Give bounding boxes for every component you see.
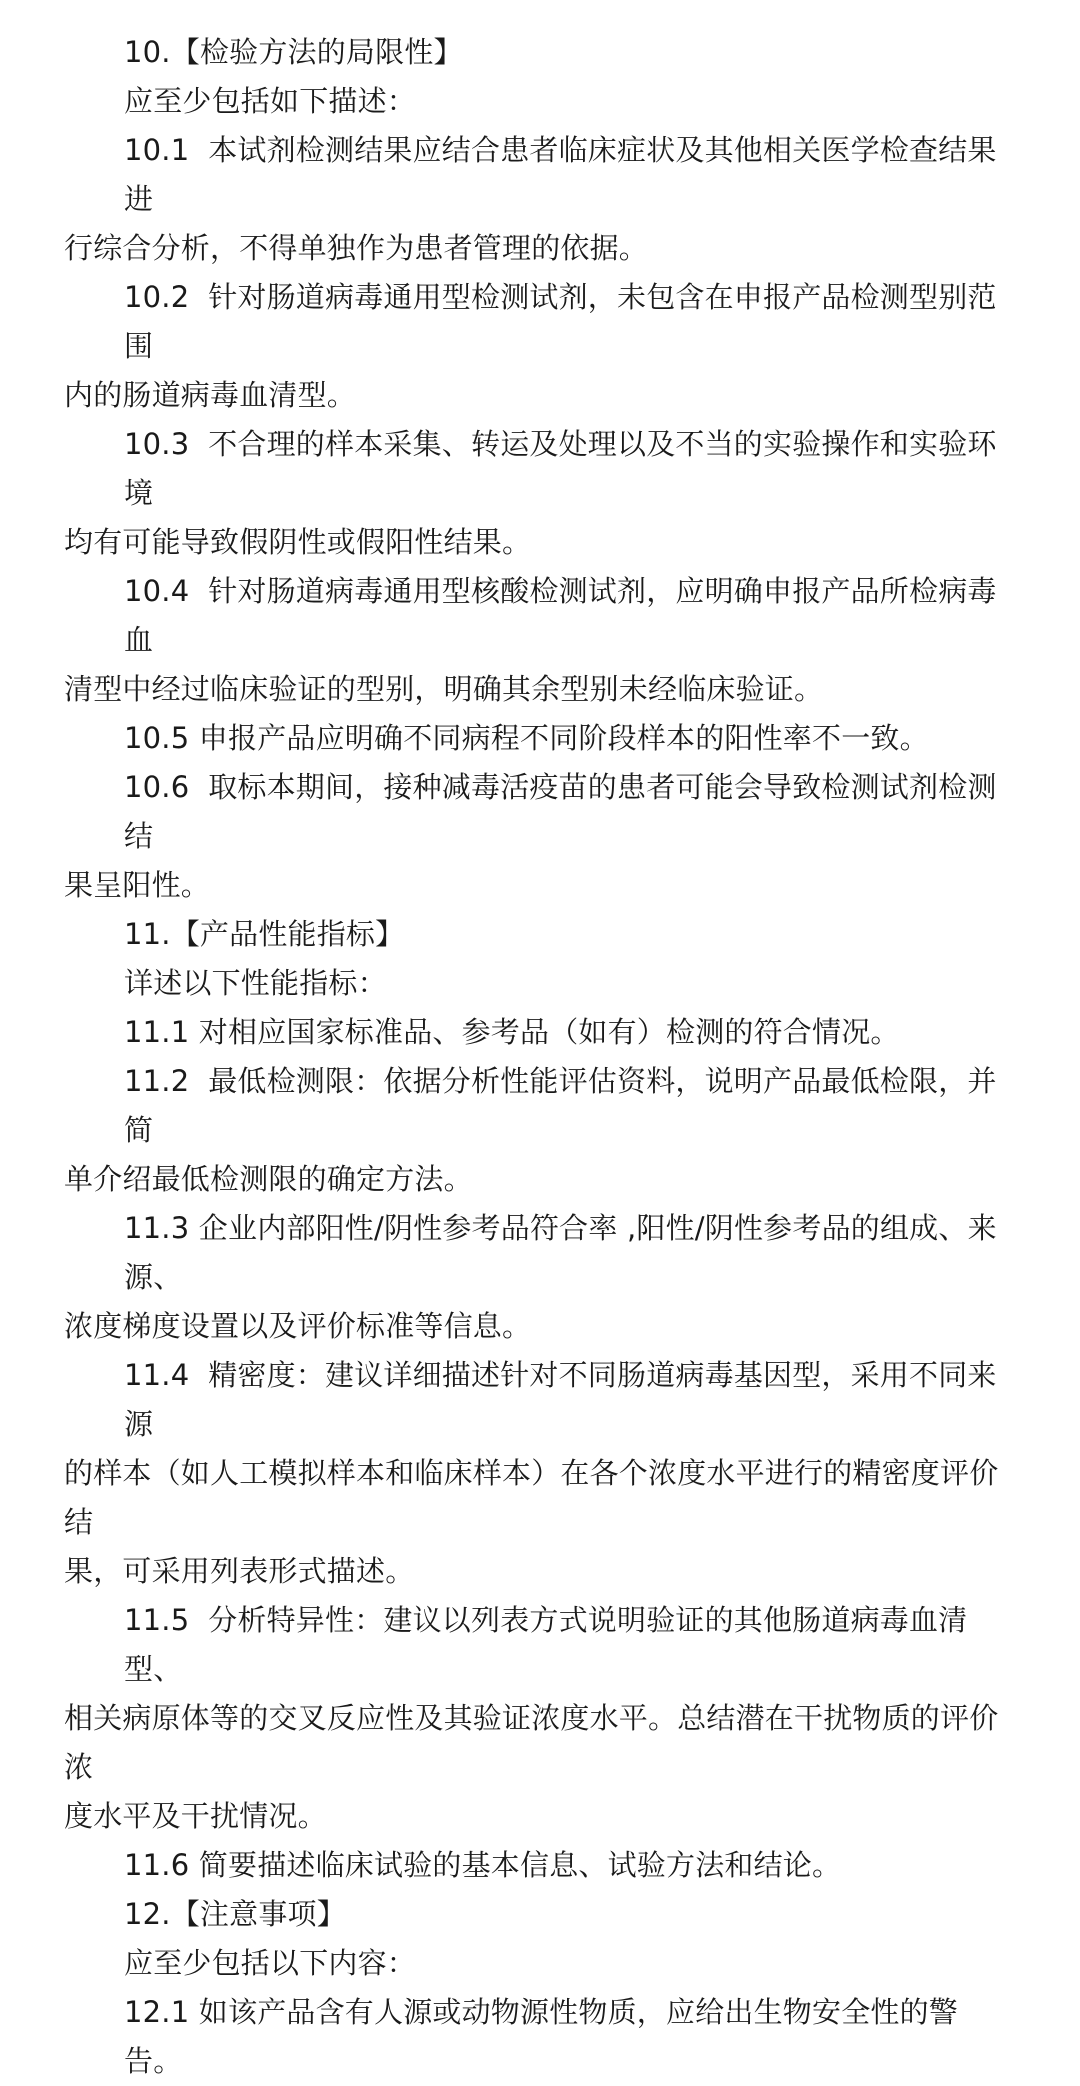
item-first-line: 10.3 不合理的样本采集、转运及处理以及不当的实验操作和实验环境	[124, 427, 997, 510]
item-first-line: 10.5 申报产品应明确不同病程不同阶段样本的阳性率不一致。	[124, 721, 929, 755]
item-first-line: 11.6 简要描述临床试验的基本信息、试验方法和结论。	[124, 1848, 842, 1882]
item-first-line: 11.5 分析特异性：建议以列表方式说明验证的其他肠道病毒血清型、	[124, 1603, 968, 1686]
item-continuation-line: 内的肠道病毒血清型。	[64, 378, 357, 412]
item-continuation-line: 果呈阳性。	[64, 868, 211, 902]
item-continuation-line: 清型中经过临床验证的型别，明确其余型别未经临床验证。	[64, 672, 824, 706]
item-first-line: 11.2 最低检测限：依据分析性能评估资料，说明产品最低检限，并简	[124, 1064, 997, 1147]
item-first-line: 10.1 本试剂检测结果应结合患者临床症状及其他相关医学检查结果进	[124, 133, 997, 216]
item-continuation-line: 果，可采用列表形式描述。	[64, 1554, 415, 1588]
item-continuation-line: 的样本（如人工模拟样本和临床样本）在各个浓度水平进行的精密度评价结	[64, 1456, 999, 1539]
item-continuation-line: 度水平及干扰情况。	[64, 1799, 327, 1833]
section-intro: 应至少包括如下描述：	[124, 84, 417, 118]
item-continuation-line: 相关病原体等的交叉反应性及其验证浓度水平。总结潜在干扰物质的评价浓	[64, 1701, 999, 1784]
item-continuation-line: 均有可能导致假阴性或假阳性结果。	[64, 525, 532, 559]
item-first-line: 11.4 精密度：建议详细描述针对不同肠道病毒基因型，采用不同来源	[124, 1358, 997, 1441]
item-continuation-line: 单介绍最低检测限的确定方法。	[64, 1162, 473, 1196]
item-continuation-line: 行综合分析，不得单独作为患者管理的依据。	[64, 231, 649, 265]
section-heading: 10.【检验方法的局限性】	[124, 35, 463, 69]
section-intro: 应至少包括以下内容：	[124, 1946, 417, 1980]
section-intro: 详述以下性能指标：	[124, 966, 387, 1000]
item-first-line: 11.1 对相应国家标准品、参考品（如有）检测的符合情况。	[124, 1015, 900, 1049]
section-heading: 12.【注意事项】	[124, 1897, 346, 1931]
section-heading: 11.【产品性能指标】	[124, 917, 405, 951]
item-first-line: 12.1 如该产品含有人源或动物源性物质，应给出生物安全性的警告。	[124, 1995, 958, 2078]
item-first-line: 10.4 针对肠道病毒通用型核酸检测试剂，应明确申报产品所检病毒血	[124, 574, 997, 657]
item-first-line: 10.6 取标本期间，接种减毒活疫苗的患者可能会导致检测试剂检测结	[124, 770, 997, 853]
item-first-line: 10.2 针对肠道病毒通用型检测试剂，未包含在申报产品检测型别范围	[124, 280, 997, 363]
item-continuation-line: 浓度梯度设置以及评价标准等信息。	[64, 1309, 532, 1343]
item-first-line: 11.3 企业内部阳性/阴性参考品符合率 ,阳性/阴性参考品的组成、来源、	[124, 1211, 997, 1294]
